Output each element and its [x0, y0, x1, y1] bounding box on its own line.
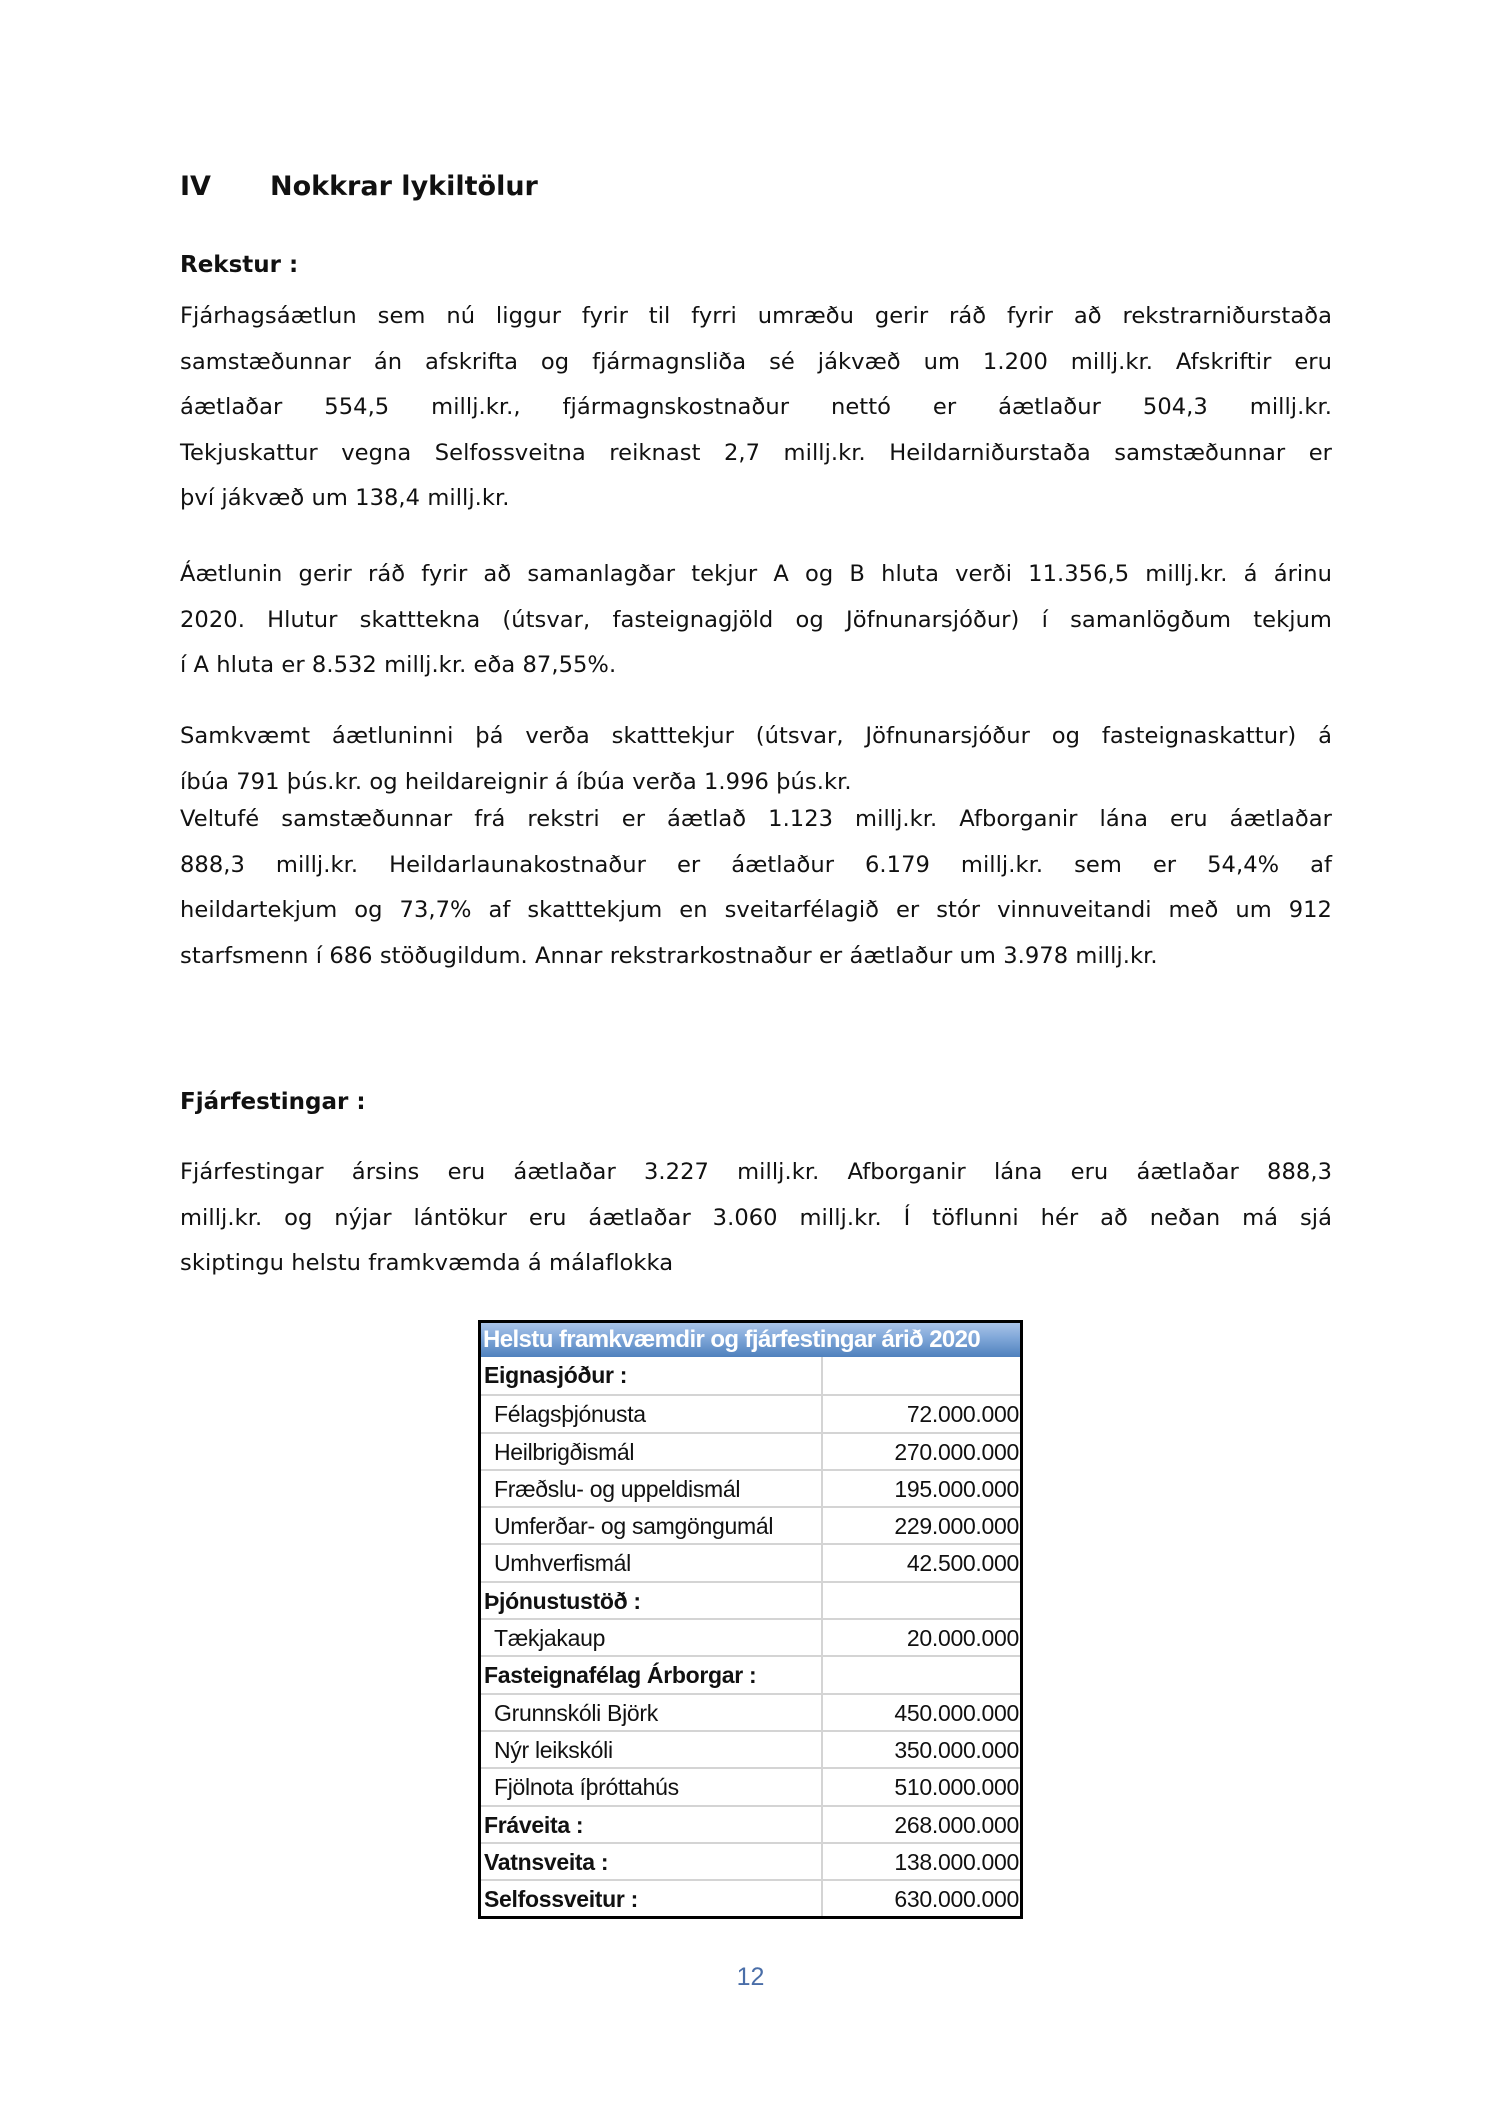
- text-line: millj.kr. og nýjar lántökur eru áætlaðar 3.060 millj.kr. Í töflunni hér að neðan má sjá: [180, 1204, 1332, 1231]
- text-line: 2020. Hlutur skatttekna (útsvar, fasteignagjöld og Jöfnunarsjóður) í samanlögðum tekjum: [180, 606, 1332, 633]
- table-group-label: Þjónustustöð :: [481, 1583, 823, 1618]
- table-row: [481, 1581, 1020, 1618]
- table-item-label: Heilbrigðismál: [481, 1434, 823, 1469]
- text-line: íbúa 791 þús.kr. og heildareignir á íbúa verða 1.996 þús.kr.: [180, 768, 852, 795]
- table-row: [481, 1506, 1020, 1543]
- table-row: [481, 1469, 1020, 1506]
- page-number: 12: [736, 1963, 765, 1991]
- table-amount: 72.000.000: [906, 1401, 1019, 1428]
- table-amount: [823, 1657, 1020, 1692]
- text-line: Fjárfestingar ársins eru áætlaðar 3.227 millj.kr. Afborganir lána eru áætlaðar 888,3: [180, 1159, 1332, 1185]
- table-item-label: Nýr leikskóli: [481, 1732, 823, 1767]
- table-group-label: Fasteignafélag Árborgar :: [481, 1657, 823, 1692]
- table-title: Helstu framkvæmdir og fjárfestingar árið 2020: [481, 1323, 1020, 1357]
- paragraph-rekstur-4: [180, 797, 1332, 979]
- table-row: [481, 1805, 1020, 1842]
- table-group-label: Selfossveitur :: [481, 1881, 823, 1916]
- text-line: Áætlunin gerir ráð fyrir að samanlagðar tekjur A og B hluta verði 11.356,5 millj.kr. á árinu: [180, 561, 1332, 587]
- table-amount: 268.000.000: [894, 1811, 1019, 1838]
- table-item-label: Umferðar- og samgöngumál: [481, 1508, 823, 1543]
- table-row: [481, 1879, 1020, 1916]
- table-item-label: Tækjakaup: [481, 1620, 823, 1655]
- table-row: [481, 1432, 1020, 1469]
- table-amount: 270.000.000: [894, 1438, 1019, 1465]
- table-amount: 195.000.000: [894, 1475, 1019, 1502]
- paragraph-rekstur-3: [180, 714, 1332, 805]
- table-row: [481, 1730, 1020, 1767]
- table-row: [481, 1767, 1020, 1804]
- section-heading-rekstur: Rekstur :: [180, 252, 299, 278]
- table-amount: 138.000.000: [894, 1848, 1019, 1875]
- paragraph-rekstur-2: [180, 552, 1332, 689]
- table-amount: 229.000.000: [894, 1513, 1019, 1540]
- chapter-title: Nokkrar lykiltölur: [270, 171, 538, 202]
- table-body: [481, 1357, 1020, 1916]
- text-line: skiptingu helstu framkvæmda á málaflokka: [180, 1250, 674, 1277]
- table-item-label: Grunnskóli Björk: [481, 1695, 823, 1730]
- table-row: [481, 1655, 1020, 1692]
- table-row: [481, 1394, 1020, 1431]
- text-line: Samkvæmt áætluninni þá verða skatttekjur (útsvar, Jöfnunarsjóður og fasteignaskattur) á: [180, 723, 1332, 749]
- text-line: 888,3 millj.kr. Heildarlaunakostnaður er áætlaður 6.179 millj.kr. sem er 54,4% af: [180, 851, 1332, 878]
- table-row: [481, 1842, 1020, 1879]
- table-amount: 350.000.000: [894, 1736, 1019, 1763]
- text-line: því jákvæð um 138,4 millj.kr.: [180, 485, 510, 512]
- chapter-number: IV: [180, 171, 211, 202]
- table-item-label: Fræðslu- og uppeldismál: [481, 1471, 823, 1506]
- text-line: starfsmenn í 686 stöðugildum. Annar rekstrarkostnaður er áætlaður um 3.978 millj.kr.: [180, 942, 1158, 969]
- text-line: í A hluta er 8.532 millj.kr. eða 87,55%.: [180, 652, 617, 679]
- investments-table: [478, 1320, 1023, 1919]
- table-item-label: Fjölnota íþróttahús: [481, 1769, 823, 1804]
- text-line: Veltufé samstæðunnar frá rekstri er áætlað 1.123 millj.kr. Afborganir lána eru áætlaðar: [180, 806, 1332, 832]
- table-row: [481, 1357, 1020, 1394]
- table-group-label: Vatnsveita :: [481, 1844, 823, 1879]
- table-amount: [823, 1357, 1020, 1394]
- table-amount: 42.500.000: [906, 1550, 1019, 1577]
- text-line: Fjárhagsáætlun sem nú liggur fyrir til fyrri umræðu gerir ráð fyrir að rekstrarniðurstaða: [180, 303, 1332, 329]
- table-group-label: Fráveita :: [481, 1807, 823, 1842]
- table-row: [481, 1618, 1020, 1655]
- table-amount: 630.000.000: [894, 1886, 1019, 1913]
- table-amount: 20.000.000: [906, 1625, 1019, 1652]
- table-item-label: Umhverfismál: [481, 1545, 823, 1580]
- table-row: [481, 1543, 1020, 1580]
- text-line: Tekjuskattur vegna Selfossveitna reiknast 2,7 millj.kr. Heildarniðurstaða samstæðunnar er: [180, 439, 1332, 466]
- section-heading-fjarfestingar: Fjárfestingar :: [180, 1089, 366, 1115]
- table-amount: 510.000.000: [894, 1774, 1019, 1801]
- table-amount: 450.000.000: [894, 1699, 1019, 1726]
- paragraph-fjarfestingar-1: [180, 1150, 1332, 1287]
- text-line: heildartekjum og 73,7% af skatttekjum en sveitarfélagið er stór vinnuveitandi með um 912: [180, 897, 1332, 924]
- text-line: áætlaðar 554,5 millj.kr., fjármagnskostnaður nettó er áætlaður 504,3 millj.kr.: [180, 394, 1332, 421]
- table-item-label: Félagsþjónusta: [481, 1396, 823, 1431]
- table-amount: [823, 1583, 1020, 1618]
- table-group-label: Eignasjóður :: [481, 1357, 823, 1394]
- paragraph-rekstur-1: [180, 294, 1332, 522]
- table-row: [481, 1693, 1020, 1730]
- text-line: samstæðunnar án afskrifta og fjármagnsliða sé jákvæð um 1.200 millj.kr. Afskriftir eru: [180, 348, 1332, 375]
- chapter-heading: [180, 170, 538, 204]
